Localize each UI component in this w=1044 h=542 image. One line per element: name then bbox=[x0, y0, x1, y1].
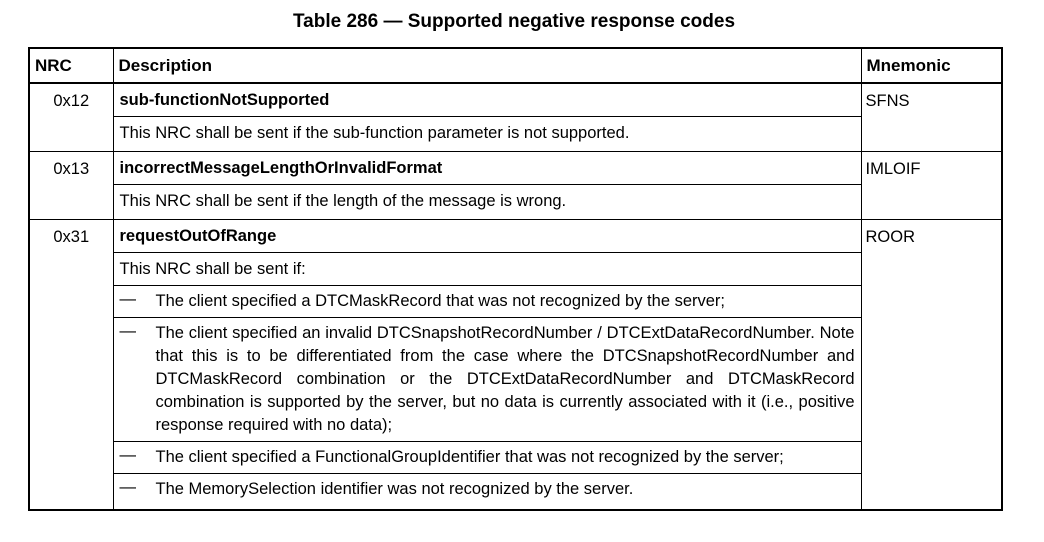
nrc-description: This NRC shall be sent if: bbox=[114, 252, 861, 285]
bullet-text: The MemorySelection identifier was not recognized by the server. bbox=[155, 480, 634, 498]
list-item bbox=[114, 285, 861, 317]
header-nrc: NRC bbox=[29, 48, 113, 83]
nrc-code: 0x31 bbox=[53, 228, 90, 246]
description-cell bbox=[113, 152, 861, 220]
nrc-mnemonic: IMLOIF bbox=[861, 152, 1002, 220]
bullet-text: The client specified an invalid DTCSnapshotRecordNumber / DTCExtDataRecordNumber. Note that this is to be differentiated from the case where the DTCSnapshotRecordNumber and DTCMaskRecord combination or the DTCExtDataRecordNumber and DTCMaskRecord combination is supported by the server, but no data is currently associated with it (i.e., positive response required with no data); bbox=[155, 324, 855, 434]
nrc-name: incorrectMessageLengthOrInvalidFormat bbox=[119, 159, 443, 177]
description-cell bbox=[113, 220, 861, 511]
header-mnemonic: Mnemonic bbox=[861, 48, 1002, 83]
bullet-dash: — bbox=[119, 446, 136, 464]
bullet-dash: — bbox=[119, 290, 136, 308]
bullet-dash: — bbox=[119, 478, 136, 496]
bullet-text: The client specified a DTCMaskRecord that was not recognized by the server; bbox=[155, 292, 726, 310]
description-cell bbox=[113, 83, 861, 152]
nrc-description: This NRC shall be sent if the sub-function parameter is not supported. bbox=[114, 116, 861, 151]
table-row-0x12 bbox=[29, 83, 1002, 152]
header-description: Description bbox=[113, 48, 861, 83]
nrc-code: 0x12 bbox=[29, 83, 113, 152]
list-item bbox=[114, 441, 861, 473]
nrc-code: 0x13 bbox=[29, 152, 113, 220]
list-item bbox=[114, 317, 861, 441]
nrc-description: This NRC shall be sent if the length of the message is wrong. bbox=[114, 184, 861, 219]
table-row-0x31 bbox=[29, 220, 1002, 511]
table-row-0x13 bbox=[29, 152, 1002, 220]
nrc-mnemonic: ROOR bbox=[861, 220, 1002, 511]
nrc-mnemonic: SFNS bbox=[861, 83, 1002, 152]
table-header-row bbox=[29, 48, 1002, 83]
bullet-dash: — bbox=[119, 322, 136, 340]
bullet-text: The client specified a FunctionalGroupIdentifier that was not recognized by the server; bbox=[155, 448, 784, 466]
nrc-name: requestOutOfRange bbox=[119, 227, 277, 245]
nrc-table bbox=[28, 47, 1003, 511]
nrc-name: sub-functionNotSupported bbox=[119, 91, 330, 109]
list-item bbox=[114, 473, 861, 509]
table-caption: Table 286 — Supported negative response codes bbox=[292, 11, 736, 32]
